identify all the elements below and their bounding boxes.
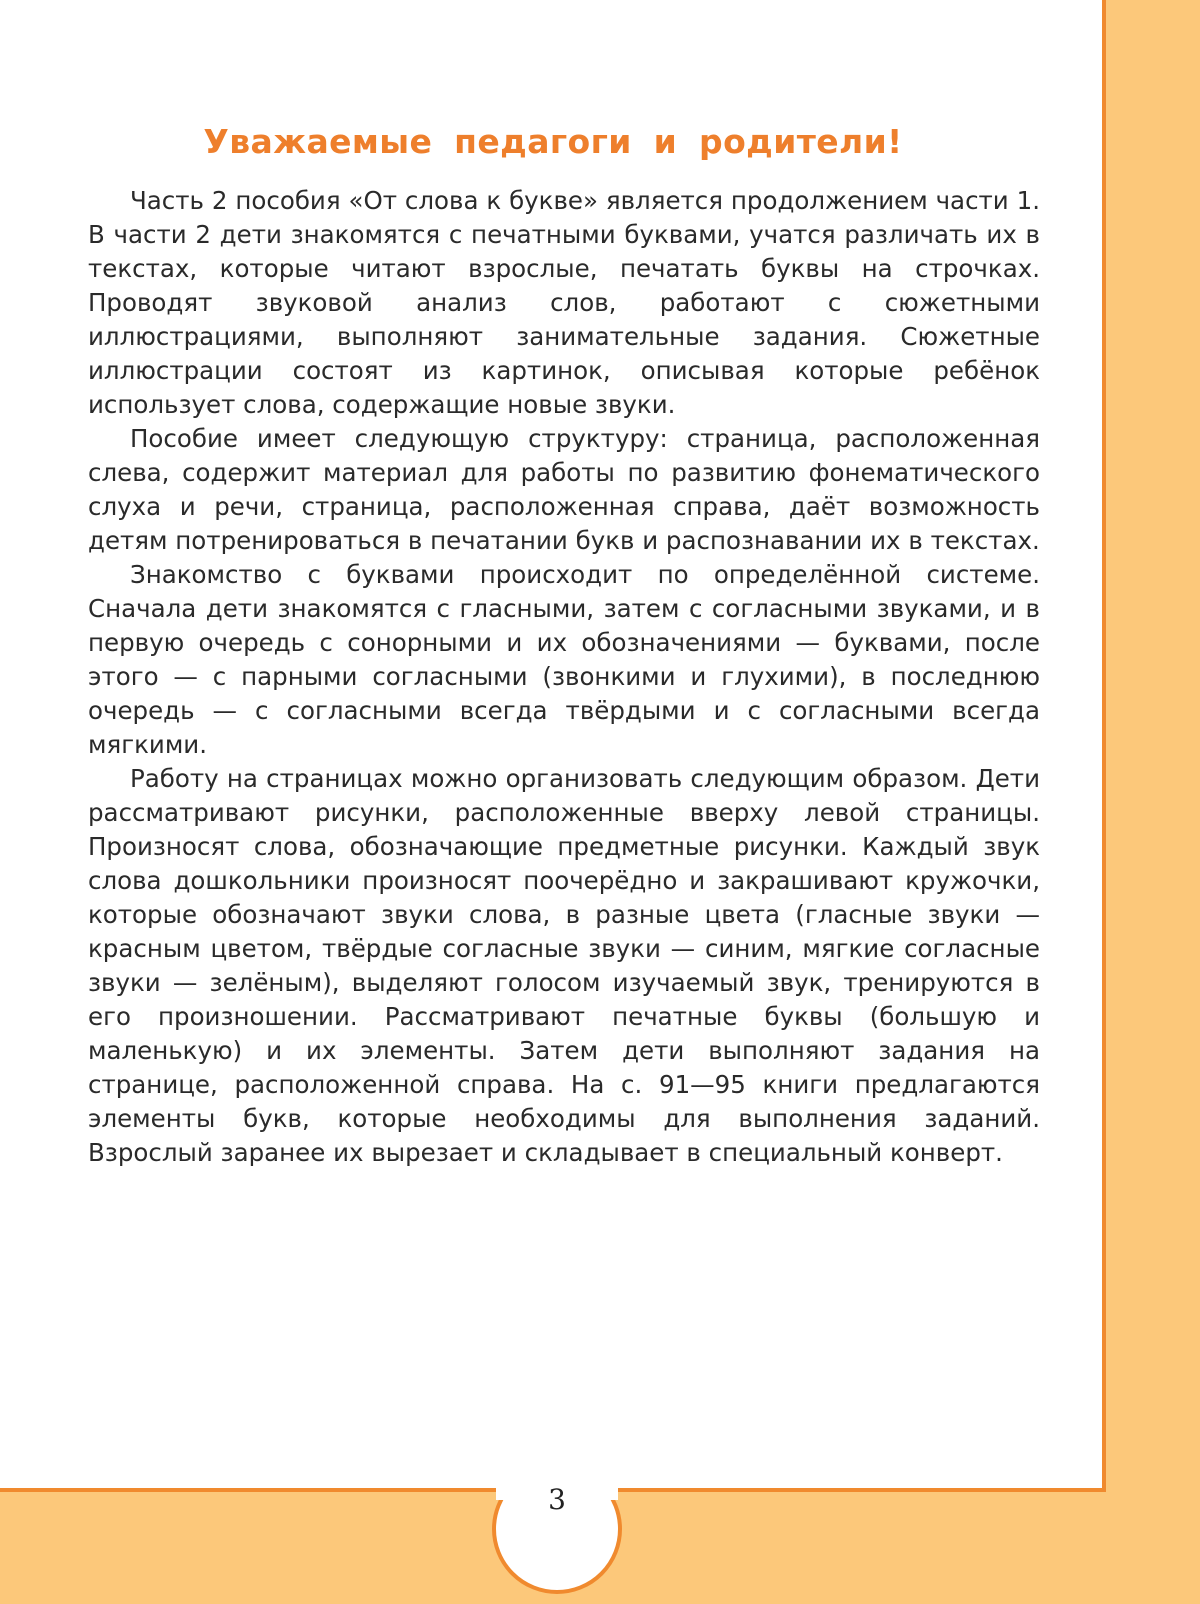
- paragraph-work-method: Работу на страницах можно организовать следующим образом. Дети рассматривают рисунки, расположенные вверху левой страницы. Произносят слова, обозначающие предметные рисунки. Каждый звук слова дошкольники произносят поочерёдно и закрашивают кружочки, которые обозначают звуки слова, в разные цвета (гласные звуки — красным цветом, твёрдые согласные звуки — синим, мягкие согласные звуки — зелёным), выделяют голосом изучаемый звук, тренируются в его произношении. Рассматривают печатные буквы (большую и маленькую) и их элементы. Затем дети выполняют задания на странице, расположенной справа. На с. 91—95 книги предлагаются элементы букв, которые необходимы для выполнения заданий. Взрослый заранее их вырезает и складывает в специальный конверт.: [88, 764, 1040, 1167]
- body-text: [88, 184, 1040, 1170]
- paragraph-letters-system: Знакомство с буквами происходит по определённой системе. Сначала дети знакомятся с гласными, затем с согласными звуками, и в первую очередь с сонорными и их обозначениями — буквами, после этого — с парными согласными (звонкими и глухими), в последнюю очередь — с согласными всегда твёрдыми и с согласными всегда мягкими.: [88, 560, 1040, 759]
- page-number: 3: [548, 1483, 566, 1516]
- page-title: Уважаемые педагоги и родители!: [203, 122, 903, 161]
- paragraph-structure: Пособие имеет следующую структуру: страница, расположенная слева, содержит материал для работы по развитию фонематического слуха и речи, страница, расположенная справа, даёт возможность детям потренироваться в печатании букв и распознавании их в текстах.: [88, 424, 1040, 555]
- paragraph-intro: Часть 2 пособия «От слова к букве» является продолжением части 1. В части 2 дети знакомятся с печатными буквами, учатся различать их в текстах, которые читают взрослые, печатать буквы на строчках. Проводят звуковой анализ слов, работают с сюжетными иллюстрациями, выполняют занимательные задания. Сюжетные иллюстрации состоят из картинок, описывая которые ребёнок использует слова, содержащие новые звуки.: [88, 186, 1040, 419]
